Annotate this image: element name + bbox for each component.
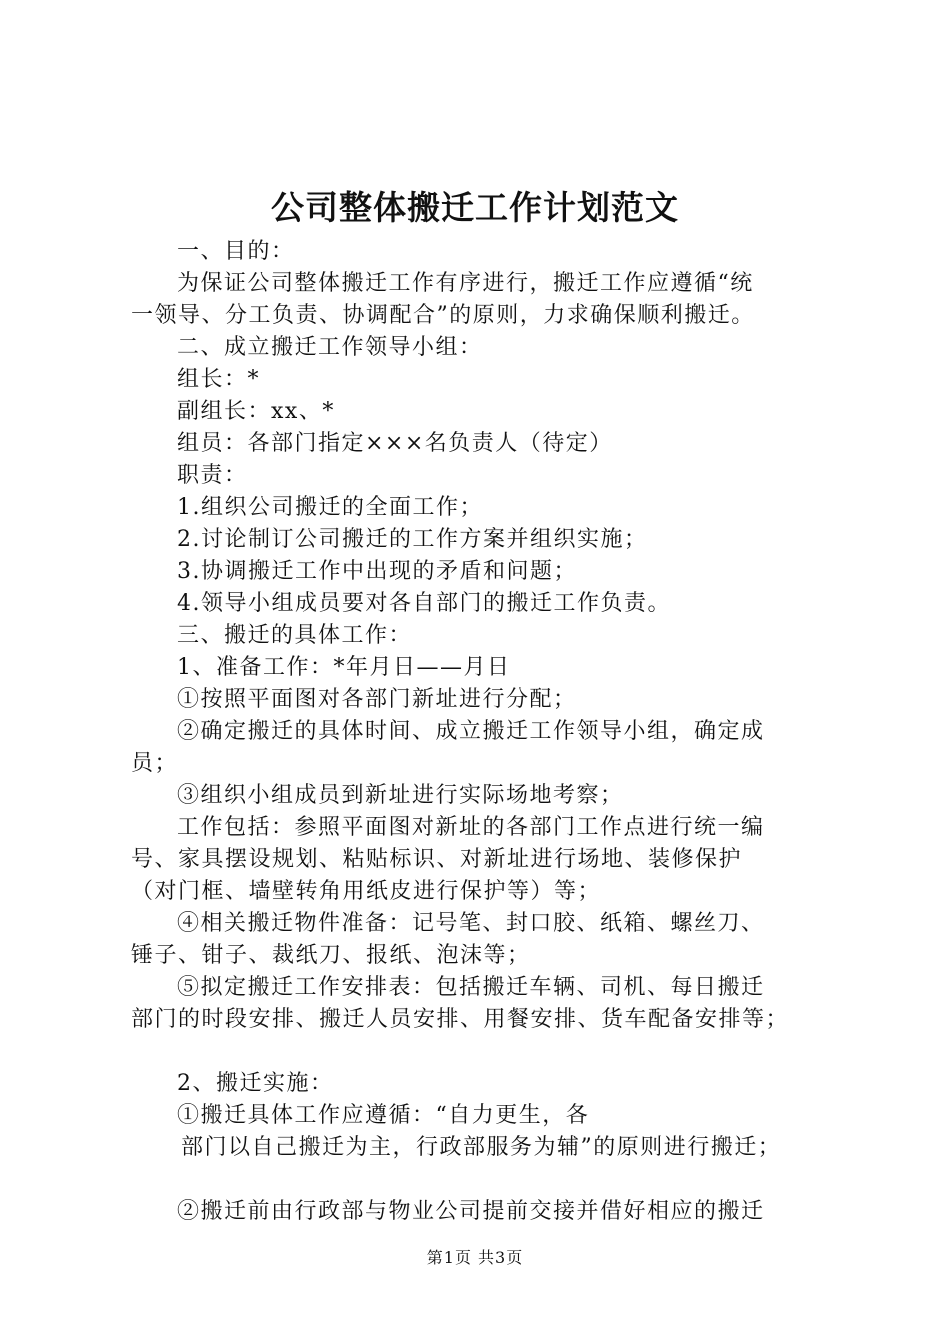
body-line: 组员：各部门指定×××名负责人（待定）: [177, 431, 613, 456]
body-line: 为保证公司整体搬迁工作有序进行，搬迁工作应遵循“统: [177, 271, 754, 296]
body-line: 1、准备工作：*年月日——月日: [177, 655, 511, 680]
body-line: 职责：: [177, 463, 248, 488]
body-line: ①搬迁具体工作应遵循：“自力更生，各: [177, 1103, 590, 1128]
body-line: 2、搬迁实施：: [177, 1071, 334, 1096]
body-line: 员；: [131, 751, 179, 776]
body-line: 副组长：xx、*: [177, 399, 335, 424]
body-line: 组长：*: [177, 367, 261, 392]
body-line: 二、成立搬迁工作领导小组：: [177, 335, 483, 360]
body-line: 部门以自己搬迁为主，行政部服务为辅”的原则进行搬迁；: [181, 1135, 782, 1160]
body-line: ②确定搬迁的具体时间、成立搬迁工作领导小组，确定成: [177, 719, 765, 744]
body-line: 三、搬迁的具体工作：: [177, 623, 413, 648]
body-line: ②搬迁前由行政部与物业公司提前交接并借好相应的搬迁: [177, 1199, 765, 1224]
blank-line: [131, 1164, 831, 1196]
body-line: 一领导、分工负责、协调配合”的原则，力求确保顺利搬迁。: [131, 303, 755, 328]
page-footer: 第1页 共3页: [426, 1248, 524, 1267]
body-line: 3.协调搬迁工作中出现的矛盾和问题；: [177, 559, 577, 584]
body-line: ⑤拟定搬迁工作安排表：包括搬迁车辆、司机、每日搬迁: [177, 975, 765, 1000]
body-line: 一、目的：: [177, 239, 295, 264]
body-line: 部门的时段安排、搬迁人员安排、用餐安排、货车配备安排等；: [131, 1007, 790, 1032]
body-line: 4.领导小组成员要对各自部门的搬迁工作负责。: [177, 591, 671, 616]
body-line: ③组织小组成员到新址进行实际场地考察；: [177, 783, 624, 808]
body-line: ①按照平面图对各部门新址进行分配；: [177, 687, 577, 712]
blank-line: [131, 1036, 831, 1068]
body-line: 号、家具摆设规划、粘贴标识、对新址进行场地、装修保护: [131, 847, 743, 872]
body-line: （对门框、墙壁转角用纸皮进行保护等）等；: [131, 879, 602, 904]
body-line: 1.组织公司搬迁的全面工作；: [177, 495, 483, 520]
body-line: 工作包括：参照平面图对新址的各部门工作点进行统一编: [177, 815, 765, 840]
document-body: [131, 236, 831, 1228]
document-title: 公司整体搬迁工作计划范文: [271, 188, 679, 227]
body-line: 2.讨论制订公司搬迁的工作方案并组织实施；: [177, 527, 648, 552]
body-line: 锤子、钳子、裁纸刀、报纸、泡沫等；: [131, 943, 531, 968]
body-line: ④相关搬迁物件准备：记号笔、封口胶、纸箱、螺丝刀、: [177, 911, 765, 936]
